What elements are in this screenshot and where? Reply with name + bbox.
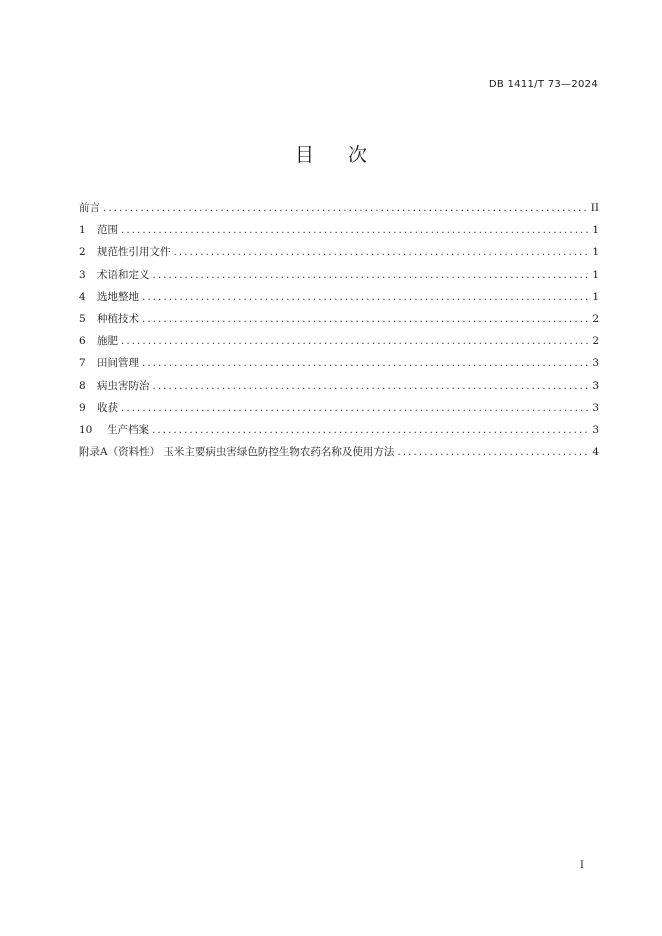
toc-entry-label: 田间管理 [97, 357, 139, 370]
page-title: 目次 [294, 144, 401, 166]
toc-leader-dots [397, 446, 589, 458]
toc-entry-page: 3 [592, 357, 599, 370]
document-code: DB 1411/T 73—2024 [488, 79, 598, 90]
toc-entry-number: 1 [79, 224, 86, 237]
toc-entry-page: 1 [592, 224, 599, 237]
toc-entry-production-records[interactable] [79, 422, 599, 444]
toc-leader-dots [142, 313, 589, 325]
toc-leader-dots [152, 424, 589, 436]
toc-entry-fertilization[interactable] [79, 333, 599, 355]
toc-entry-site-selection[interactable] [79, 289, 599, 311]
page-number: I [580, 860, 584, 871]
toc-entry-page: 3 [592, 401, 599, 414]
toc-entry-page: 4 [592, 446, 599, 459]
toc-entry-label: 施肥 [97, 335, 118, 348]
toc-entry-terms-definitions[interactable] [79, 267, 599, 289]
toc-entry-appendix-a[interactable] [79, 444, 599, 466]
toc-entry-page: 2 [592, 312, 599, 325]
toc-entry-page: 1 [592, 290, 599, 303]
toc-entry-number: 10 [79, 423, 93, 436]
toc-entry-field-management[interactable] [79, 355, 599, 377]
toc-entry-harvest[interactable] [79, 400, 599, 422]
toc-entry-number: 2 [79, 246, 86, 259]
toc-entry-label: 收获 [97, 401, 118, 414]
toc-entry-number: 4 [79, 290, 86, 303]
toc-entry-label: 种植技术 [97, 312, 139, 325]
toc-entry-page: 3 [592, 379, 599, 392]
table-of-contents [79, 200, 599, 466]
toc-entry-page: II [590, 202, 599, 214]
toc-entry-scope[interactable] [79, 222, 599, 244]
toc-entry-number: 6 [79, 335, 86, 348]
toc-entry-normative-references[interactable] [79, 244, 599, 266]
toc-entry-label: 前言 [79, 202, 100, 214]
toc-entry-number: 9 [79, 401, 86, 414]
toc-entry-label: 术语和定义 [97, 268, 150, 281]
toc-entry-pest-control[interactable] [79, 378, 599, 400]
toc-entry-label: 规范性引用文件 [97, 246, 171, 259]
toc-leader-dots [142, 357, 589, 369]
toc-entry-planting-technique[interactable] [79, 311, 599, 333]
toc-leader-dots [174, 246, 590, 258]
toc-entry-label: 病虫害防治 [97, 379, 150, 392]
toc-entry-page: 3 [592, 423, 599, 436]
toc-entry-page: 1 [592, 246, 599, 259]
toc-entry-number: 3 [79, 268, 86, 281]
toc-leader-dots [153, 380, 590, 392]
toc-leader-dots [121, 402, 589, 414]
toc-entry-page: 1 [592, 268, 599, 281]
toc-entry-number: 7 [79, 357, 86, 370]
toc-entry-label: 选地整地 [97, 290, 139, 303]
toc-leader-dots [121, 335, 589, 347]
toc-entry-label: 生产档案 [107, 423, 149, 436]
toc-entry-label: 范围 [97, 224, 118, 237]
toc-leader-dots [121, 224, 589, 236]
toc-entry-number: 8 [79, 379, 86, 392]
toc-leader-dots [103, 202, 588, 214]
toc-entry-page: 2 [592, 335, 599, 348]
toc-entry-foreword[interactable] [79, 200, 599, 222]
toc-entry-number: 5 [79, 312, 86, 325]
toc-leader-dots [142, 291, 589, 303]
toc-leader-dots [153, 269, 590, 281]
toc-entry-label: 附录A（资料性） 玉米主要病虫害绿色防控生物农药名称及使用方法 [79, 446, 395, 459]
